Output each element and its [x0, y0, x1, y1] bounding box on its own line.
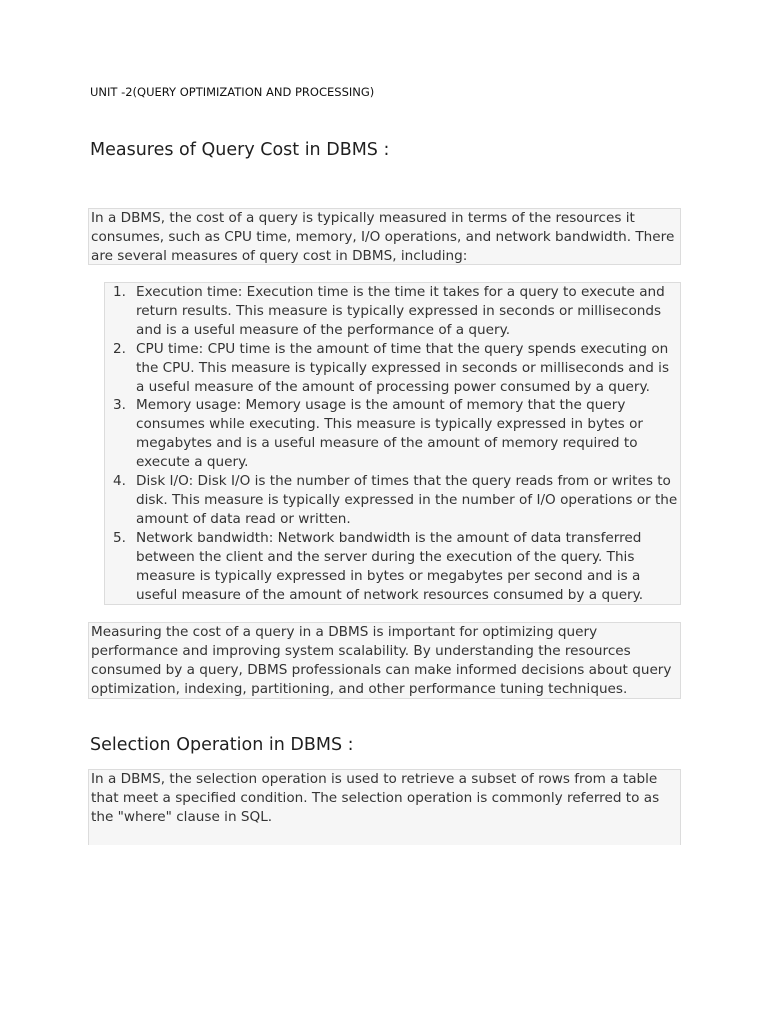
query-cost-measures-list-box: [104, 282, 681, 605]
section-heading-selection: Selection Operation in DBMS :: [90, 735, 354, 755]
list-item: [105, 472, 680, 529]
query-cost-summary-box: [88, 622, 681, 699]
list-item: [105, 283, 680, 340]
unit-title: UNIT -2(QUERY OPTIMIZATION AND PROCESSING): [90, 85, 375, 99]
list-item-text: Network bandwidth: Network bandwidth is the amount of data transferred between the client and the server during the execution of the query. This measure is typically expressed in bytes or megabytes per second and is a useful measure of the amount of network resources consumed by a query.: [136, 529, 644, 603]
query-cost-intro-text: In a DBMS, the cost of a query is typically measured in terms of the resources it consumes, such as CPU time, memory, I/O operations, and network bandwidth. There are several measures of query cost in DBMS, including:: [91, 210, 675, 264]
list-item: [105, 396, 680, 472]
list-item-text: Memory usage: Memory usage is the amount of memory that the query consumes while executing. This measure is typically expressed in bytes or megabytes and is a useful measure of the amount of memory required to execute a query.: [136, 397, 643, 471]
query-cost-intro-box: [88, 208, 681, 265]
list-item-number: 3.: [113, 397, 126, 414]
list-item: [105, 529, 680, 605]
list-item-text: Disk I/O: Disk I/O is the number of times that the query reads from or writes to disk. This measure is typically expressed in the number of I/O operations or the amount of data read or written.: [136, 473, 678, 527]
section-heading-query-cost: Measures of Query Cost in DBMS :: [90, 140, 390, 160]
query-cost-summary-text: Measuring the cost of a query in a DBMS is important for optimizing query performance and improving system scalability. By understanding the resources consumed by a query, DBMS professionals can make informed decisions about query optimization, indexing, partitioning, and other performance tuning techniques.: [91, 624, 672, 697]
list-item-text: CPU time: CPU time is the amount of time that the query spends executing on the CPU. This measure is typically expressed in seconds or milliseconds and is a useful measure of the amount of processing power consumed by a query.: [136, 340, 670, 395]
list-item-number: 4.: [113, 473, 126, 490]
list-item-number: 1.: [113, 284, 126, 300]
list-item: [105, 340, 680, 397]
list-item-number: 5.: [113, 529, 126, 546]
list-item-text: Execution time: Execution time is the time it takes for a query to execute and return results. This measure is typically expressed in seconds or milliseconds and is a useful measure of the performance of a query.: [136, 284, 665, 338]
query-cost-measures-list: [105, 283, 680, 604]
list-item-number: 2.: [113, 340, 126, 357]
selection-intro-box: [88, 769, 681, 845]
selection-intro-text: In a DBMS, the selection operation is used to retrieve a subset of rows from a table that meet a specified condition. The selection operation is commonly referred to as the "where" clause in SQL.: [91, 771, 660, 825]
